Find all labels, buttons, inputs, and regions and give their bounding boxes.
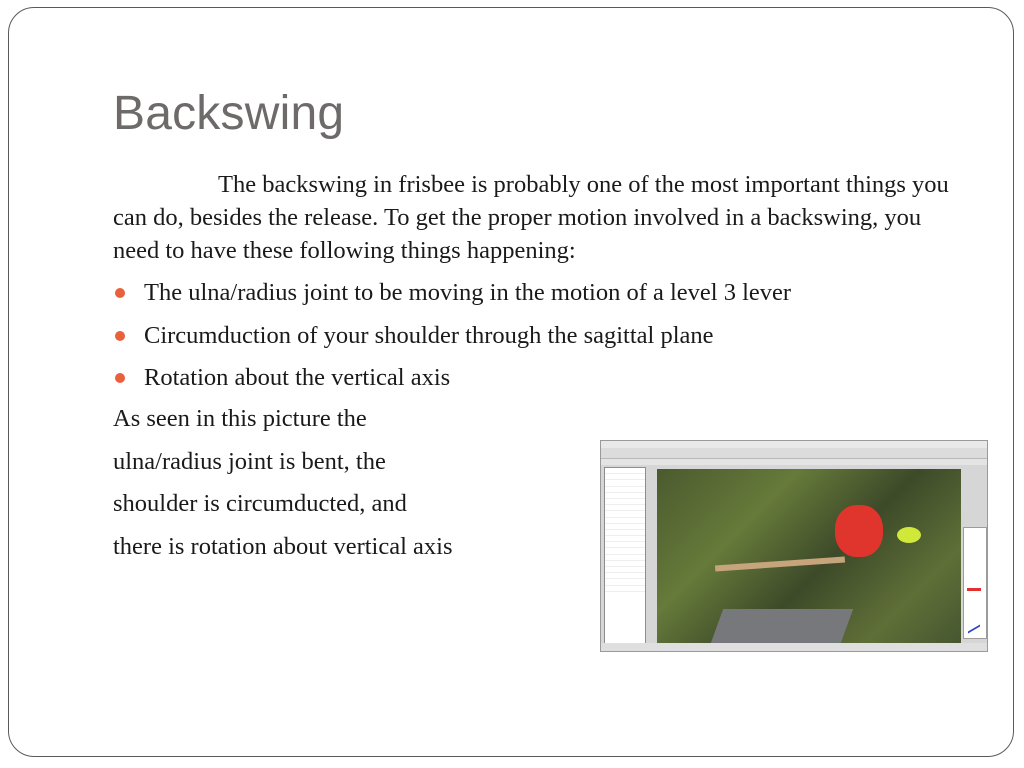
caption-line: ulna/radius joint is bent, the [113, 447, 386, 475]
caption-line: there is rotation about vertical axis [113, 532, 453, 560]
bullet-item [113, 277, 791, 320]
bullet-text: Circumduction of your shoulder through the sagittal plane [144, 321, 714, 349]
bullet-item [113, 362, 791, 405]
screenshot-toolbar [601, 448, 987, 459]
frisbee-disc [897, 527, 921, 543]
intro-paragraph: The backswing in frisbee is probably one of the most important things you can do, besides the release. To get the proper motion involved in a backswing, you need to have these following things happening: [113, 171, 949, 264]
bullet-text: Rotation about the vertical axis [144, 364, 451, 391]
screenshot-graph-panel [963, 527, 987, 639]
caption-text [113, 403, 452, 573]
plank-shape [715, 556, 845, 571]
bullet-list [113, 277, 791, 405]
caption-line: As seen in this picture the [113, 405, 367, 432]
slide-title: Backswing [113, 87, 345, 140]
bullet-item [113, 320, 791, 363]
bullet-dot-icon [115, 288, 125, 298]
bullet-dot-icon [115, 373, 125, 383]
screenshot-subbar [601, 459, 987, 465]
bullet-dot-icon [115, 331, 125, 341]
blue-trace [968, 615, 980, 634]
screenshot-statusbar [601, 643, 987, 651]
screenshot-video-frame [657, 469, 961, 643]
screenshot-data-table [604, 467, 646, 645]
motion-analysis-screenshot [600, 440, 988, 652]
caption-line: shoulder is circumducted, and [113, 490, 407, 517]
player-figure [835, 505, 883, 557]
tarp-shape [711, 609, 853, 643]
red-trace [967, 588, 981, 591]
bullet-text: The ulna/radius joint to be moving in the motion of a level 3 lever [144, 279, 792, 306]
screenshot-menubar [601, 441, 987, 448]
